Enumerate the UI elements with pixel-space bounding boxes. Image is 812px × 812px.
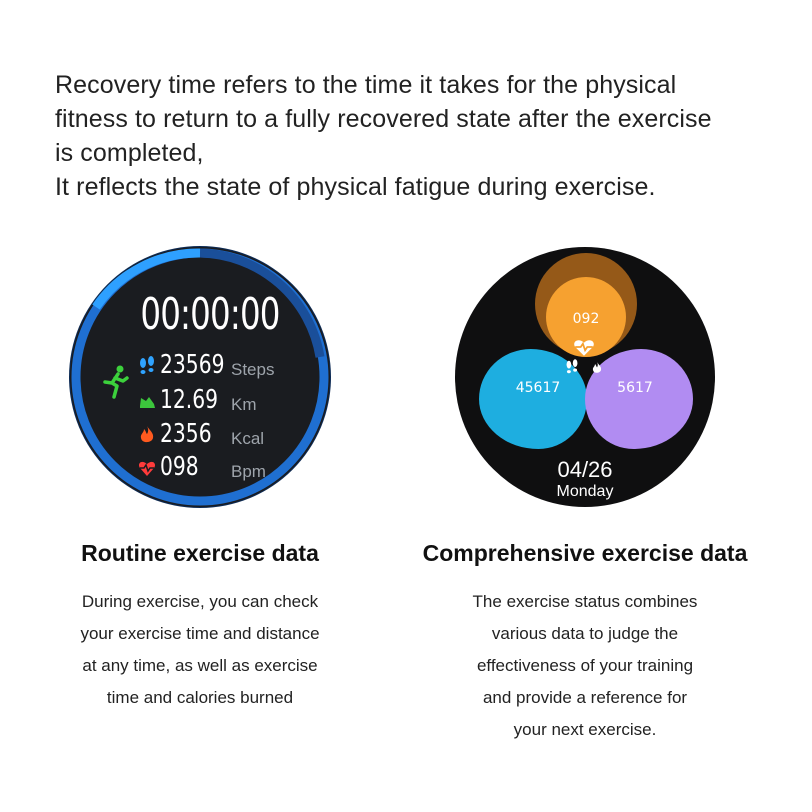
steps-unit: Steps xyxy=(231,360,275,379)
description-line: effectiveness of your training xyxy=(476,656,694,675)
steps-value: 23569 xyxy=(160,350,225,380)
distance-stat xyxy=(138,385,308,419)
description-line: and provide a reference for xyxy=(482,688,688,707)
intro-line: Recovery time refers to the time it takes for the physical xyxy=(55,71,677,99)
heart-rate-stat xyxy=(138,452,308,486)
distance-value: 12.69 xyxy=(160,385,219,415)
flame-icon xyxy=(138,425,156,445)
footprints-icon xyxy=(138,356,156,376)
comprehensive-watch-face xyxy=(455,247,715,507)
description-line: at any time, as well as exercise xyxy=(82,656,318,675)
description-line: various data to judge the xyxy=(491,624,679,643)
timer-display: 00:00:00 xyxy=(140,289,280,340)
intro-text xyxy=(55,68,775,204)
heart-pulse-icon xyxy=(573,337,595,357)
description-line: The exercise status combines xyxy=(472,592,698,611)
steps-value: 45617 xyxy=(515,380,561,396)
running-person-icon xyxy=(103,365,129,399)
description-line: your exercise time and distance xyxy=(80,624,320,643)
comprehensive-section-title: Comprehensive exercise data xyxy=(422,540,748,566)
routine-section-title: Routine exercise data xyxy=(81,540,319,566)
weekday-display: Monday xyxy=(556,483,614,500)
footprints-icon xyxy=(565,359,579,375)
calories-unit: Kcal xyxy=(231,429,265,448)
distance-unit: Km xyxy=(231,395,257,414)
heart-rate-value: 098 xyxy=(160,452,199,482)
date-display: 04/26 xyxy=(557,457,613,482)
intro-line: fitness to return to a fully recovered state after the exercise xyxy=(55,105,712,133)
heart-rate-value: 092 xyxy=(572,311,600,327)
heart-icon xyxy=(138,458,156,478)
calories-stat xyxy=(138,419,308,453)
routine-section-description xyxy=(40,586,360,714)
calories-value: 5617 xyxy=(617,380,653,396)
intro-line: is completed, xyxy=(55,139,204,167)
routine-watch-face xyxy=(70,247,330,507)
flame-icon xyxy=(591,361,603,375)
intro-line: It reflects the state of physical fatigue during exercise. xyxy=(55,173,656,201)
calories-value: 2356 xyxy=(160,419,212,449)
description-line: During exercise, you can check xyxy=(81,592,319,611)
description-line: time and calories burned xyxy=(106,688,294,707)
shoe-icon xyxy=(138,391,156,411)
comprehensive-section-description xyxy=(420,586,750,746)
steps-stat xyxy=(138,350,308,384)
description-line: your next exercise. xyxy=(513,720,657,739)
heart-rate-unit: Bpm xyxy=(231,462,266,481)
